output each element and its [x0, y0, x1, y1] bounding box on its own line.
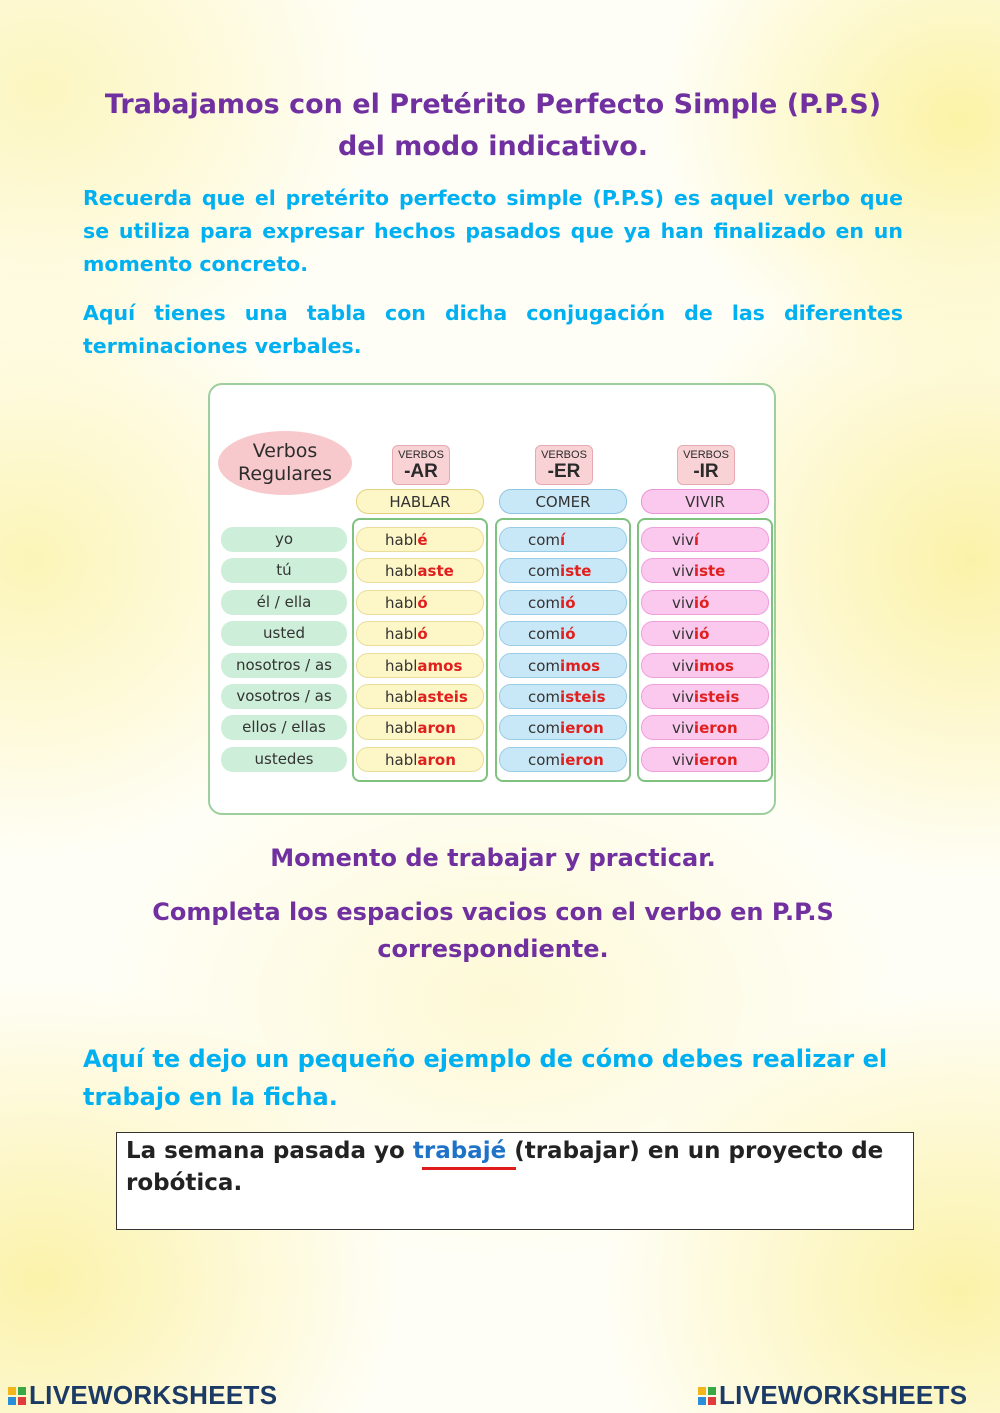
- conjugation-cell: [356, 527, 484, 552]
- verb-ending: ió: [693, 593, 710, 612]
- footer-brand-right-text: LIVEWORKSHEETS: [719, 1380, 968, 1410]
- verb-stem: habl: [385, 531, 418, 549]
- verb-ending: ieron: [693, 719, 738, 738]
- practice-heading: Momento de trabajar y practicar.: [270, 844, 716, 872]
- conjugation-cell: [641, 590, 769, 615]
- verb-stem: com: [528, 562, 561, 581]
- conjugation-cell: [641, 653, 769, 678]
- pronoun-cell: vosotros / as: [221, 684, 347, 709]
- conjugation-cell: [356, 747, 484, 772]
- verb-ending: imos: [693, 656, 734, 675]
- verb-ending: ió: [560, 593, 576, 612]
- verb-ending: ieron: [560, 719, 604, 738]
- pronoun-cell: él / ella: [221, 590, 347, 615]
- verb-stem: habl: [385, 625, 418, 644]
- conjugation-cell: [641, 715, 769, 740]
- verb-ending: ó: [417, 593, 428, 612]
- regular-verbs-label-line1: Verbos: [252, 440, 318, 462]
- practice-instruction: Completa los espacios vacios con el verbo en P.P.S correspondiente.: [152, 898, 834, 963]
- pronoun-cell: nosotros / as: [221, 653, 347, 678]
- verb-stem: viv: [672, 593, 694, 612]
- conjugation-cell: [499, 653, 627, 678]
- liveworksheets-logo-icon: [8, 1387, 26, 1405]
- conjugation-cell: [499, 527, 627, 552]
- conjugation-cell: [356, 590, 484, 615]
- footer-brand-right: [698, 1381, 967, 1409]
- conjugation-cell: [499, 715, 627, 740]
- verb-group-label: VERBOS: [541, 449, 587, 461]
- conjugation-cell: [356, 653, 484, 678]
- verb-stem: viv: [672, 625, 694, 644]
- verb-group-header: [677, 445, 735, 485]
- verb-ending: iste: [693, 562, 726, 581]
- verb-ending: aste: [417, 562, 454, 581]
- verb-ending: ieron: [693, 750, 738, 769]
- verb-ending: í: [560, 531, 566, 549]
- verb-group-label: VERBOS: [683, 449, 729, 461]
- conjugation-cell: [641, 527, 769, 552]
- regular-verbs-label-line2: Regulares: [237, 463, 333, 485]
- verb-stem: com: [528, 656, 561, 675]
- pronoun-cell: usted: [221, 621, 347, 646]
- verb-stem: habl: [385, 656, 418, 675]
- verb-stem: habl: [385, 719, 418, 738]
- verb-ending-label: -ER: [547, 461, 581, 482]
- example-intro: Aquí te dejo un pequeño ejemplo de cómo debes realizar el trabajo en la ficha.: [83, 1045, 888, 1111]
- footer-brand-left-text: LIVEWORKSHEETS: [29, 1380, 278, 1410]
- pronoun-cell: tú: [221, 558, 347, 583]
- verb-infinitive: VIVIR: [641, 489, 769, 514]
- conjugation-table: [208, 383, 776, 815]
- conjugation-cell: [499, 590, 627, 615]
- verb-stem: viv: [672, 750, 694, 769]
- verb-ending: aron: [417, 719, 456, 738]
- conjugation-cell: [499, 558, 627, 583]
- verb-stem: habl: [385, 562, 418, 581]
- verb-ending-label: -AR: [404, 461, 438, 482]
- pronoun-cell: ellos / ellas: [221, 715, 347, 740]
- conjugation-cell: [641, 684, 769, 709]
- verb-stem: viv: [672, 656, 694, 675]
- verb-ending: é: [417, 531, 428, 549]
- verb-ending: imos: [560, 656, 601, 675]
- conjugation-cell: [641, 558, 769, 583]
- verb-stem: com: [528, 719, 561, 738]
- verb-group-header: [535, 445, 593, 485]
- verb-ending: ó: [417, 625, 428, 644]
- verb-infinitive: COMER: [499, 489, 627, 514]
- answer-underline: [422, 1167, 516, 1170]
- page-title-line1: Trabajamos con el Pretérito Perfecto Simple (P.P.S): [104, 89, 882, 120]
- conjugation-cell: [641, 621, 769, 646]
- verb-stem: com: [528, 625, 561, 644]
- verb-stem: habl: [385, 750, 418, 769]
- pronoun-cell: ustedes: [221, 747, 347, 772]
- conjugation-cell: [499, 747, 627, 772]
- verb-stem: viv: [672, 531, 694, 549]
- liveworksheets-logo-icon: [698, 1387, 716, 1405]
- verb-stem: habl: [385, 593, 418, 612]
- example-box: [116, 1132, 914, 1230]
- verb-stem: viv: [672, 719, 694, 738]
- verb-stem: com: [528, 593, 561, 612]
- verb-stem: viv: [672, 688, 694, 706]
- verb-stem: com: [528, 688, 561, 706]
- example-before: La semana pasada yo: [126, 1138, 413, 1164]
- verb-ending: ió: [693, 625, 710, 644]
- page-title-line2: del modo indicativo.: [337, 131, 649, 162]
- verb-ending: ieron: [560, 750, 604, 769]
- intro-paragraph-1: Recuerda que el pretérito perfecto simple (P.P.S) es aquel verbo que se utiliza para expresar hechos pasados que ya han finalizado en un momento concreto.: [83, 186, 903, 276]
- conjugation-cell: [356, 621, 484, 646]
- intro-paragraph-2: Aquí tienes una tabla con dicha conjugación de las diferentes terminaciones verbales.: [83, 301, 903, 358]
- footer-brand-left: [8, 1381, 277, 1409]
- verb-ending: isteis: [693, 688, 740, 706]
- conjugation-cell: [356, 715, 484, 740]
- conjugation-cell: [356, 684, 484, 709]
- verb-ending: amos: [417, 656, 463, 675]
- verb-stem: viv: [672, 562, 694, 581]
- verb-ending-label: -IR: [693, 461, 719, 482]
- verb-group-header: [392, 445, 450, 485]
- conjugation-cell: [499, 684, 627, 709]
- conjugation-cell: [356, 558, 484, 583]
- verb-stem: habl: [385, 688, 418, 706]
- verb-group-label: VERBOS: [398, 449, 444, 461]
- verb-stem: com: [528, 531, 561, 549]
- example-after: (trabajar) en un proyecto de robótica.: [126, 1138, 884, 1196]
- example-answer: trabajé: [412, 1138, 507, 1164]
- verb-ending: iste: [560, 562, 592, 581]
- page-title: [60, 84, 926, 168]
- pronoun-cell: yo: [221, 527, 347, 552]
- verb-ending: asteis: [417, 688, 468, 706]
- verb-infinitive: HABLAR: [356, 489, 484, 514]
- verb-stem: com: [528, 750, 561, 769]
- regular-verbs-label: [218, 431, 352, 495]
- verb-ending: isteis: [560, 688, 606, 706]
- verb-ending: ió: [560, 625, 576, 644]
- verb-ending: í: [693, 531, 700, 549]
- conjugation-cell: [499, 621, 627, 646]
- conjugation-cell: [641, 747, 769, 772]
- verb-ending: aron: [417, 750, 456, 769]
